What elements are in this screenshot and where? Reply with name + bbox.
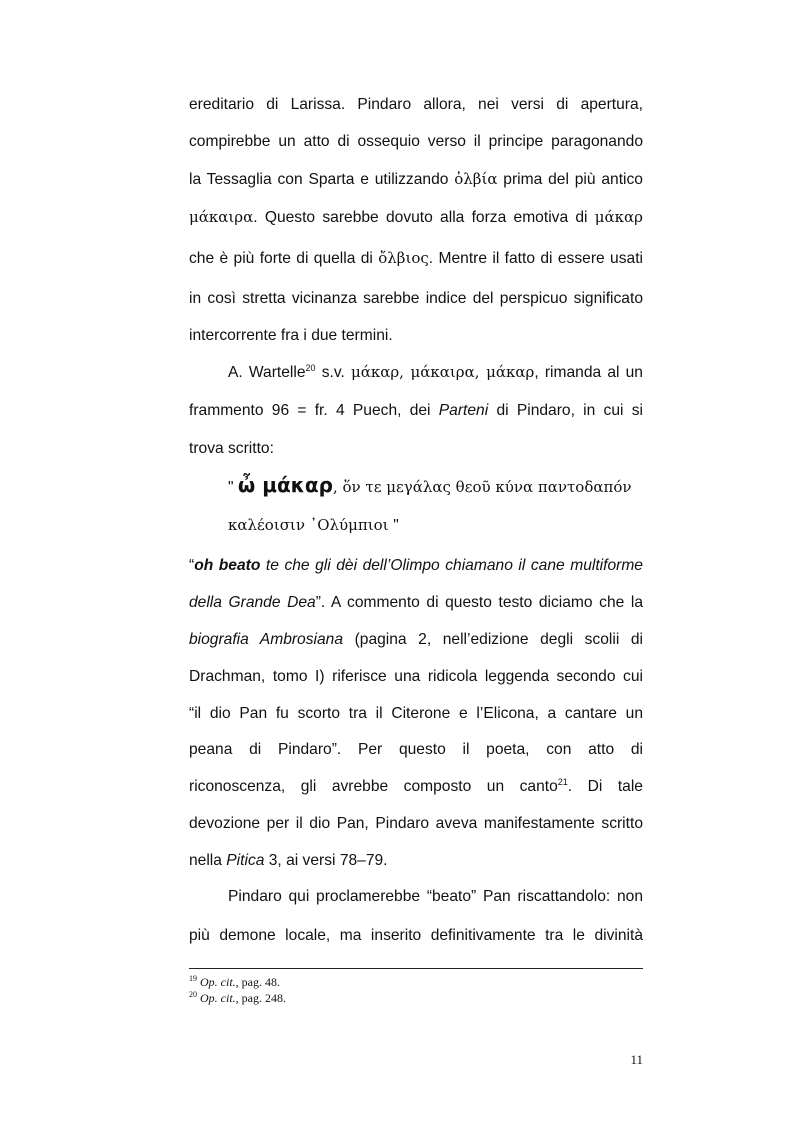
greek-word: μάκαιρα <box>189 208 254 226</box>
body-line: μάκαιρα. Questo sarebbe dovuto alla forza emotiva di μάκαρ <box>189 208 643 226</box>
body-line: “il dio Pan fu scorto tra il Citerone e l’Elicona, a cantare un <box>189 705 643 722</box>
body-line: ereditario di Larissa. Pindaro allora, nei versi di apertura, <box>189 96 643 113</box>
body-line: Drachman, tomo I) riferisce una ridicola leggenda secondo cui <box>189 668 643 685</box>
body-line: che è più forte di quella di ὄλβιος. Mentre il fatto di essere usati <box>189 249 643 267</box>
footnote-ref: 20 <box>305 362 316 373</box>
body-line: riconoscenza, gli avrebbe composto un canto$^{21}$. Di tale <box>189 776 643 795</box>
greek-quote-line: καλέοισιν ᾽Ολύμπιοι " <box>228 516 399 534</box>
greek-word: μάκαρ <box>594 208 643 226</box>
greek-word: ὦ μάκαρ <box>237 473 333 497</box>
body-line: peana di Pindaro”. Per questo il poeta, con atto di <box>189 741 643 758</box>
body-line: Pindaro qui proclamerebbe “beato” Pan riscattandolo: non <box>228 888 643 905</box>
greek-word: μάκαρ, μάκαιρα, μάκαρ <box>350 363 535 381</box>
footnote: $^{19}$ Op. cit., pag. 48. <box>189 974 280 989</box>
body-line: in così stretta vicinanza sarebbe indice del perspicuo significato <box>189 290 643 307</box>
body-line: più demone locale, ma inserito definitivamente tra le divinità <box>189 927 643 944</box>
body-line: frammento 96 = fr. 4 Puech, dei Parteni di Pindaro, in cui si <box>189 402 643 419</box>
body-line: della Grande Dea”. A commento di questo testo diciamo che la <box>189 594 643 611</box>
footnote-ref: 21 <box>557 776 568 787</box>
body-line: compirebbe un atto di ossequio verso il principe paragonando <box>189 133 643 150</box>
greek-word: ὄλβιος <box>378 249 429 267</box>
body-line: biografia Ambrosiana (pagina 2, nell’edizione degli scolii di <box>189 631 643 648</box>
body-line: A. Wartelle$^{20}$ s.v. μάκαρ, μάκαιρα, μάκαρ, rimanda al un <box>228 362 643 381</box>
body-line: la Tessaglia con Sparta e utilizzando ὀλβία prima del più antico <box>189 170 643 188</box>
footnote: $^{20}$ Op. cit., pag. 248. <box>189 990 286 1005</box>
body-line: trova scritto: <box>189 440 274 457</box>
page-number: 11 <box>630 1052 643 1067</box>
footnote-separator <box>189 968 643 969</box>
body-line: intercorrente fra i due termini. <box>189 327 393 344</box>
greek-word: ὀλβία <box>454 170 498 188</box>
greek-word: καλέοισιν ᾽Ολύμπιοι <box>228 516 394 534</box>
greek-word: , ὅν τε μεγάλας θεοῦ κύνα παντοδαπόν <box>332 478 632 496</box>
body-line: “oh beato te che gli dèi dell’Olimpo chiamano il cane multiforme <box>189 557 643 574</box>
body-line: nella Pitica 3, ai versi 78–79. <box>189 852 388 869</box>
greek-quote-line: " ὦ μάκαρ, ὅν τε μεγάλας θεοῦ κύνα παντοδαπόν <box>228 473 632 497</box>
body-line: devozione per il dio Pan, Pindaro aveva manifestamente scritto <box>189 815 643 832</box>
